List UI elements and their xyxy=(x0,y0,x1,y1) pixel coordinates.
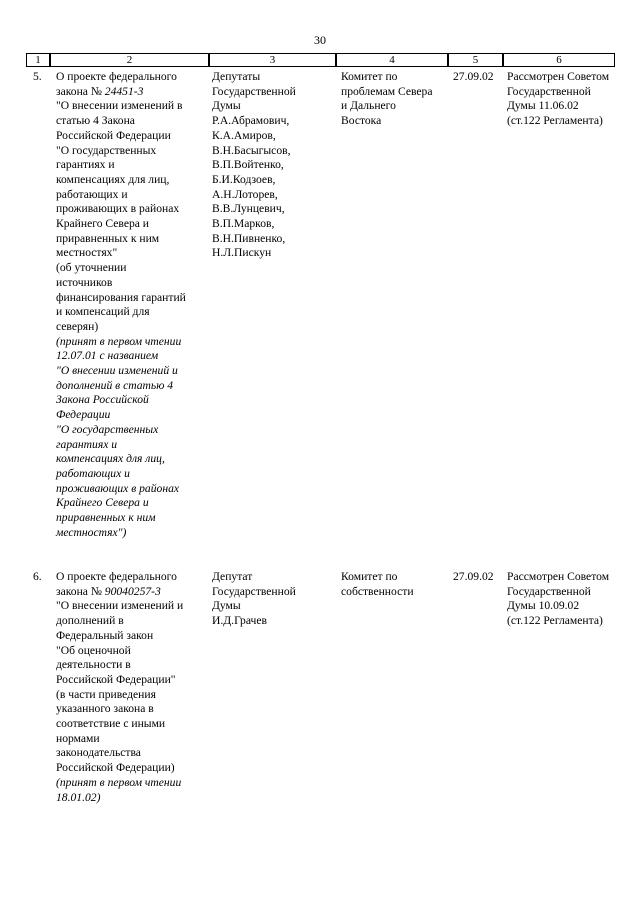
decision-line: Государственной xyxy=(507,584,591,598)
bill-title-line: гарантиях и xyxy=(56,437,118,451)
decision-line: Думы 11.06.02 xyxy=(507,99,579,113)
bill-title-line: законодательства xyxy=(56,746,141,760)
bill-initiators xyxy=(212,570,296,629)
bill-title-line: 12.07.01 с названием xyxy=(56,349,159,363)
bill-title-line: О проекте федерального xyxy=(56,570,177,583)
bill-title-line: закона № 24451-3 xyxy=(56,84,144,98)
bill-title-line: местностях") xyxy=(56,525,127,539)
initiator-line: Депутаты xyxy=(212,70,261,83)
consideration-date: 27.09.02 xyxy=(453,570,494,583)
initiator-line: Государственной xyxy=(212,584,296,598)
committee-line: Комитет по xyxy=(341,570,398,583)
initiator-line: Н.Л.Пискун xyxy=(212,246,272,260)
bill-title-line: гарантиях и xyxy=(56,158,115,172)
decision-line: (ст.122 Регламента) xyxy=(507,614,603,628)
row-number: 6. xyxy=(33,570,42,583)
decision-line: Рассмотрен Советом xyxy=(507,570,610,583)
bill-title-line: (об уточнении xyxy=(56,261,127,275)
column-header-6: 6 xyxy=(503,53,615,67)
bill-title-line: дополнений в статью 4 xyxy=(56,378,174,392)
bill-title-line: работающих и xyxy=(56,187,128,201)
bill-title xyxy=(56,70,186,541)
initiator-line: В.П.Войтенко, xyxy=(212,158,284,172)
bill-title-line: "О внесении изменений в xyxy=(56,99,183,113)
bill-title-line: приравненных к ним xyxy=(56,511,156,525)
bill-title-line: Федеральный закон xyxy=(56,628,154,642)
bill-title xyxy=(56,570,183,805)
column-number-header xyxy=(26,53,615,66)
bill-title-line: "О государственных xyxy=(56,143,157,157)
bill-title-line: компенсациях для лиц, xyxy=(56,172,170,186)
bill-title-line: О проекте федерального xyxy=(56,70,177,83)
bill-title-line: местностях" xyxy=(56,246,118,260)
consideration-date: 27.09.02 xyxy=(453,70,494,83)
bill-title-line: нормами xyxy=(56,731,100,745)
bill-title-line: "Об оценочной xyxy=(56,643,131,657)
bill-initiators xyxy=(212,70,296,261)
bill-number: 90040257-3 xyxy=(104,584,161,598)
column-header-5: 5 xyxy=(448,53,503,67)
decision-line: (ст.122 Регламента) xyxy=(507,114,603,128)
bill-title-line: источников xyxy=(56,275,113,289)
bill-title-line: соответствие с иными xyxy=(56,717,166,731)
committee-line: Комитет по xyxy=(341,70,398,83)
column-header-3: 3 xyxy=(209,53,336,67)
committee-line: Востока xyxy=(341,114,382,128)
bill-title-line: работающих и xyxy=(56,466,130,480)
bill-title-line: (в части приведения xyxy=(56,687,156,701)
decision-line: Думы 10.09.02 xyxy=(507,599,580,613)
initiator-line: В.П.Марков, xyxy=(212,217,275,231)
bill-title-line: и компенсаций для xyxy=(56,305,150,319)
decision-line: Государственной xyxy=(507,84,591,98)
initiator-line: В.Н.Басыгысов, xyxy=(212,143,291,157)
bill-title-line: приравненных к ним xyxy=(56,231,160,245)
bill-title-line: проживающих в районах xyxy=(56,202,180,216)
bill-title-line: (принят в первом чтении xyxy=(56,334,182,348)
bill-title-line: "О внесении изменений и xyxy=(56,599,184,613)
bill-title-line: закона № 90040257-3 xyxy=(56,584,161,598)
column-header-2: 2 xyxy=(50,53,209,67)
row-number: 5. xyxy=(33,70,42,83)
bill-title-line: Закона Российской xyxy=(56,393,149,407)
decision-line: Рассмотрен Советом xyxy=(507,70,610,83)
initiator-line: В.В.Лунцевич, xyxy=(212,202,285,216)
bill-title-line: финансирования гарантий xyxy=(56,290,186,304)
bill-title-line: Федерации xyxy=(56,408,111,422)
responsible-committee xyxy=(341,70,433,129)
committee-line: собственности xyxy=(341,584,414,598)
bill-title-line: Российской Федерации" xyxy=(56,672,176,686)
bill-title-line: деятельности в xyxy=(56,658,131,672)
bill-title-line: "О внесении изменений и xyxy=(56,364,178,378)
council-decision xyxy=(507,70,609,129)
bill-title-line: указанного закона в xyxy=(56,702,154,716)
initiator-line: И.Д.Грачев xyxy=(212,614,267,628)
bill-number: 24451-3 xyxy=(104,84,144,98)
responsible-committee xyxy=(341,570,414,599)
initiator-line: В.Н.Пивненко, xyxy=(212,231,286,245)
bill-title-line: "О государственных xyxy=(56,422,159,436)
initiator-line: А.Н.Лоторев, xyxy=(212,187,278,201)
initiator-line: Б.И.Кодзоев, xyxy=(212,172,276,186)
column-header-4: 4 xyxy=(336,53,448,67)
council-decision xyxy=(507,570,609,629)
bill-title-line: Крайнего Севера и xyxy=(56,217,150,231)
initiator-line: К.А.Амиров, xyxy=(212,128,276,142)
bill-title-line: Российской Федерации xyxy=(56,128,171,142)
bill-title-line: дополнений в xyxy=(56,614,124,628)
bill-title-line: Крайнего Севера и xyxy=(56,496,149,510)
bill-title-line: статью 4 Закона xyxy=(56,114,135,128)
bill-title-line: 18.01.02) xyxy=(56,790,101,804)
committee-line: и Дальнего xyxy=(341,99,396,113)
column-header-1: 1 xyxy=(26,53,50,67)
initiator-line: Р.А.Абрамович, xyxy=(212,114,290,128)
bill-title-line: (принят в первом чтении xyxy=(56,775,182,789)
bill-title-line: компенсациях для лиц, xyxy=(56,452,165,466)
initiator-line: Депутат xyxy=(212,570,253,583)
initiator-line: Думы xyxy=(212,599,241,613)
bill-title-line: проживающих в районах xyxy=(56,481,180,495)
page-number: 30 xyxy=(314,33,326,47)
initiator-line: Государственной xyxy=(212,84,296,98)
initiator-line: Думы xyxy=(212,99,241,113)
bill-title-line: Российской Федерации) xyxy=(56,761,175,775)
bill-title-line: северян) xyxy=(56,319,99,333)
committee-line: проблемам Севера xyxy=(341,84,433,98)
